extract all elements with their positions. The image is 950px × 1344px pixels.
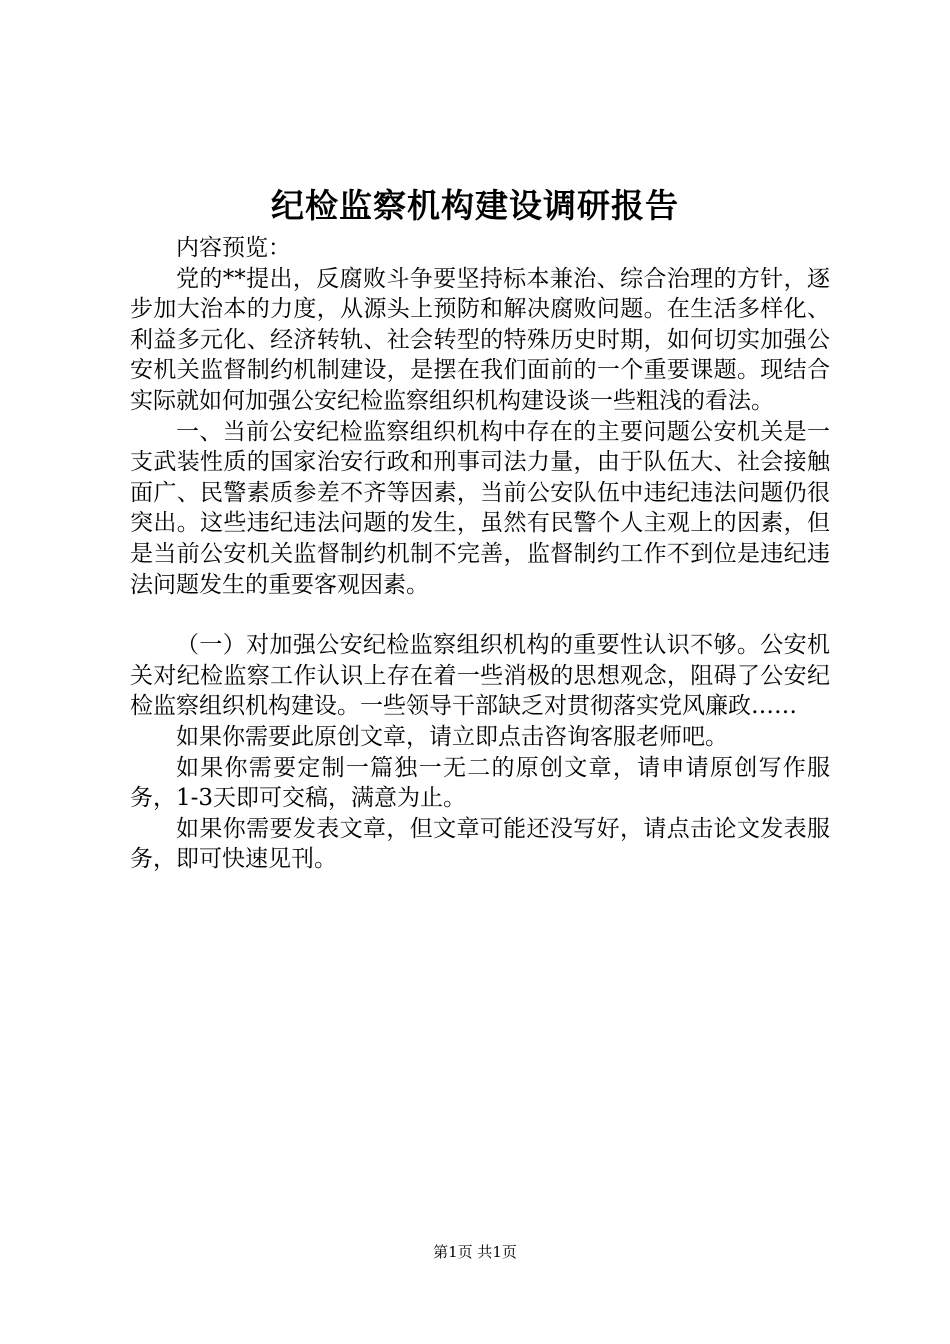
paragraph-intro: 党的**提出，反腐败斗争要坚持标本兼治、综合治理的方针，逐步加大治本的力度，从源头上预防和解决腐败问题。在生活多样化、利益多元化、经济转轨、社会转型的特殊历史时期，如何切实加强公安机关监督制约机制建设，是摆在我们面前的一个重要课题。现结合实际就如何加强公安纪检监察组织机构建设谈一些粗浅的看法。 <box>130 265 830 414</box>
paragraph-subsection-one: （一）对加强公安纪检监察组织机构的重要性认识不够。公安机关对纪检监察工作认识上存在着一些消极的思想观念，阻碍了公安纪检监察组织机构建设。一些领导干部缺乏对贯彻落实党风廉政…… <box>130 632 830 720</box>
paragraph-publish-service[interactable]: 如果你需要发表文章，但文章可能还没写好，请点击论文发表服务，即可快速见刊。 <box>130 815 830 873</box>
document-body <box>130 233 830 875</box>
paragraph-preview-label: 内容预览： <box>176 235 291 261</box>
paragraph-section-one: 一、当前公安纪检监察组织机构中存在的主要问题公安机关是一支武装性质的国家治安行政和刑事司法力量，由于队伍大、社会接触面广、民警素质参差不齐等因素，当前公安队伍中违纪违法问题仍很突出。这些违纪违法问题的发生，虽然有民警个人主观上的因素，但是当前公安机关监督制约机制不完善，监督制约工作不到位是违纪违法问题发生的重要客观因素。 <box>130 418 830 598</box>
paragraph-custom-service[interactable]: 如果你需要定制一篇独一无二的原创文章，请申请原创写作服务，1-3天即可交稿，满意为止。 <box>130 754 830 812</box>
page-number-footer: 第1页 共1页 <box>433 1243 517 1261</box>
document-title: 纪检监察机构建设调研报告 <box>271 186 679 225</box>
paragraph-contact-link[interactable]: 如果你需要此原创文章，请立即点击咨询客服老师吧。 <box>176 723 728 750</box>
